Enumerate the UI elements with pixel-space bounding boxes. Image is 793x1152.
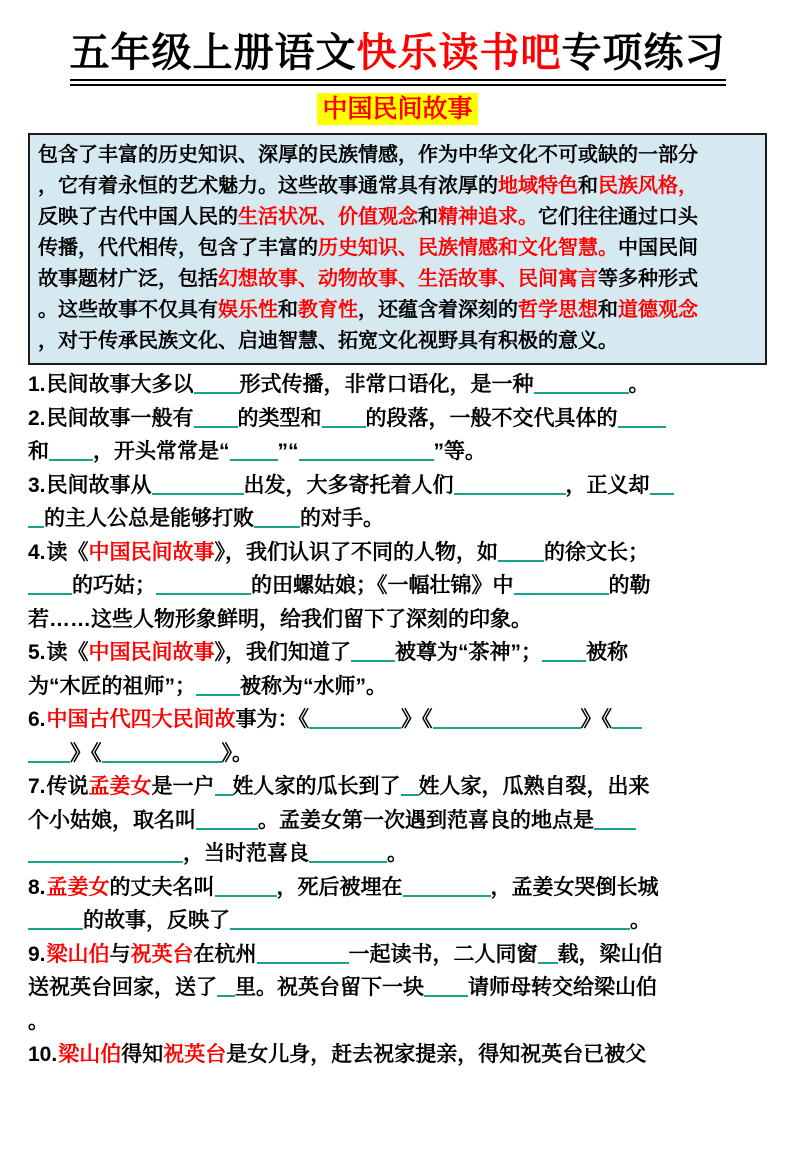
text-segment: 民族风格， [598,175,698,197]
text-segment: 和 [598,299,618,321]
text-segment: 地域特色 [498,175,578,197]
intro-line [38,295,757,326]
text-segment: 的故事，反映了 [83,909,230,932]
question-number: 5. [28,641,46,664]
question-line [28,569,767,603]
text-segment: 和 [578,175,598,197]
answer-blank [612,708,642,729]
text-segment: 孟姜女 [88,775,152,798]
subtitle-row [28,93,767,125]
answer-blank [215,876,277,897]
answer-blank [102,742,222,763]
text-segment: 祝英台 [130,942,194,966]
answer-blank [28,507,44,528]
text-segment: 与 [109,942,131,966]
text-segment: 的段落，一般不交代具体的 [365,406,618,430]
question-line [28,469,767,503]
answer-blank [618,407,666,428]
question-number: 9. [28,942,46,966]
text-segment: ，开头常常是“ [93,440,230,463]
answer-blank [351,641,395,662]
text-segment: 民间故事大多以 [46,373,194,396]
answer-blank [454,474,566,495]
page-title [28,30,767,86]
answer-blank [152,474,244,495]
text-segment: ，当时范喜良 [183,842,309,865]
answer-blank [217,976,235,997]
text-segment: 事为：《 [235,708,310,731]
text-segment: 》。 [221,741,253,765]
question-line [28,837,767,871]
answer-blank [309,708,401,729]
text-segment: 出发，大多寄托着人们 [243,473,454,497]
answer-blank [196,809,258,830]
answer-blank [498,541,544,562]
text-segment: 形式传播，非常口语化，是一种 [239,373,534,396]
answer-blank [424,976,468,997]
text-segment: 在杭州 [193,942,257,966]
text-segment: 幻想故事、动物故事、生活故事、民间寓言 [218,268,598,290]
text-segment: 中国民间故事 [88,540,215,564]
text-segment: 》《 [580,708,613,731]
text-segment: 哲学思想 [518,299,598,321]
text-segment: ，还蕴含着深刻的 [358,299,518,321]
question-line [28,636,767,670]
text-segment: 的徐文长； [544,540,650,564]
text-segment: 的田螺姑娘；《一幅壮锦》中 [251,574,514,597]
text-segment: 的勒 [608,574,651,597]
answer-blank [433,708,581,729]
text-segment: 它们往往通过口头 [538,206,698,228]
text-segment: 和 [28,440,49,463]
text-segment: ，正义却 [565,473,650,497]
question-line [28,502,767,536]
text-segment: 读《 [46,540,89,564]
page-title-underlined [70,30,726,86]
text-segment: 中国民间故事 [88,641,215,664]
answer-blank [49,440,93,461]
text-segment: 一起读书，二人同窗 [348,942,538,966]
text-segment: 。孟姜女第一次遇到范喜良的地点是 [258,808,594,832]
question-line [28,804,767,838]
text-segment: 若……这些人物形象鲜明，给我们留下了深刻的印象。 [28,607,532,631]
answer-blank [309,842,387,863]
answer-blank [196,675,240,696]
worksheet-page [0,30,793,1072]
question-line [28,536,767,570]
answer-blank [194,407,238,428]
question-number: 1. [28,373,46,396]
text-segment: 。 [387,842,408,865]
text-segment: 的对手。 [300,507,384,530]
answer-blank [28,842,183,863]
text-segment: 民间故事从 [46,473,152,497]
answer-blank [28,742,70,763]
text-segment: 送祝英台回家，送了 [28,976,217,999]
text-segment: ，孟姜女哭倒长城 [490,875,659,899]
question-number: 3. [28,473,46,497]
text-segment: ，对于传承民族文化、启迪智慧、拓宽文化视野具有积极的意义。 [38,330,618,352]
subtitle-badge: 中国民间故事 [317,93,477,125]
text-segment: 传说 [46,775,89,798]
question-line [28,435,767,469]
text-segment: ”等。 [433,440,486,463]
text-segment: 个小姑娘，取名叫 [28,808,196,832]
answer-blank [650,474,674,495]
text-segment: 》，我们认识了不同的人物，如 [214,540,499,564]
text-segment: 》《 [70,741,102,765]
title-part-highlight: 快乐读书吧 [356,29,562,76]
question-number: 10. [28,1043,58,1066]
text-segment: 读《 [46,641,89,664]
question-line [28,904,767,938]
text-segment: 被称为“水师”。 [240,674,387,698]
text-segment: 包含了丰富的历史知识、深厚的民族情感，作为中华文化不可或缺的一部分 [38,144,698,166]
question-line [28,670,767,704]
answer-blank [215,775,233,796]
text-segment: 传播，代代相传，包含了丰富的 [38,237,318,259]
text-segment: 》《 [401,708,433,731]
text-segment: 。 [628,373,650,396]
text-segment: 和 [418,206,438,228]
text-segment: 姓人家，瓜熟自裂，出来 [418,775,650,798]
text-segment: ，它有着永恒的艺术魅力。这些故事通常具有浓厚的 [38,175,498,197]
text-segment: 教育性 [298,299,358,321]
question-line [28,737,767,771]
text-segment: 历史知识、民族情感和文化智慧。 [318,237,618,259]
answer-blank [28,574,72,595]
text-segment: 。 [28,1009,49,1033]
question-line [28,603,767,637]
text-segment: 为“木匠的祖师”； [28,674,196,698]
question-line [28,368,767,402]
text-segment: 和 [278,299,298,321]
intro-line [38,140,757,171]
answer-blank [299,440,434,461]
text-segment: 祝英台 [163,1043,227,1066]
text-segment: 。这些故事不仅具有 [38,299,218,321]
answer-blank [403,876,491,897]
text-segment: 民间故事一般有 [46,406,194,430]
text-segment: 的类型和 [237,406,322,430]
answer-blank [401,775,419,796]
intro-line [38,233,757,264]
question-line [28,1038,767,1072]
text-segment: 载，梁山伯 [557,942,663,966]
answer-blank [194,373,240,394]
answer-blank [254,507,300,528]
question-line [28,938,767,972]
text-segment: 精神追求。 [438,206,538,228]
text-segment: 请师母转交给梁山伯 [468,976,657,999]
question-number: 2. [28,406,46,430]
question-list [28,368,767,1072]
text-segment: 的主人公总是能够打败 [44,507,254,530]
text-segment: 》，我们知道了 [214,641,352,664]
text-segment: 得知 [121,1043,164,1066]
text-segment: ”“ [277,440,299,463]
text-segment: 的巧姑； [72,574,156,597]
answer-blank [542,641,586,662]
text-segment: 里。祝英台留下一块 [235,976,424,999]
text-segment: 等多种形式 [598,268,698,290]
answer-blank [514,574,609,595]
answer-blank [28,909,83,930]
text-segment: 被尊为“茶神”； [395,641,543,664]
text-segment: 娱乐性 [218,299,278,321]
answer-blank [594,809,636,830]
answer-blank [230,909,630,930]
question-number: 8. [28,875,46,899]
title-part-suffix: 专项练习 [561,29,726,76]
text-segment: 的丈夫名叫 [109,875,215,899]
text-segment: ，死后被埋在 [276,875,403,899]
text-segment: 中国民间 [618,237,698,259]
text-segment: 是一户 [151,775,215,798]
intro-line [38,326,757,357]
text-segment: 是女儿身，赶去祝家提亲，得知祝英台已被父 [226,1043,647,1066]
intro-line [38,202,757,233]
text-segment: 反映了古代中国人民的 [38,206,238,228]
answer-blank [534,373,629,394]
text-segment: 中国古代四大民间故 [46,708,236,731]
question-line [28,770,767,804]
answer-blank [156,574,251,595]
answer-blank [538,943,558,964]
question-number: 6. [28,708,46,731]
intro-line [38,171,757,202]
answer-blank [322,407,366,428]
question-line [28,703,767,737]
text-segment: 被称 [586,641,629,664]
text-segment: 梁山伯 [58,1043,122,1066]
answer-blank [230,440,278,461]
text-segment: 孟姜女 [46,875,110,899]
text-segment: 。 [630,909,651,932]
text-segment: 故事题材广泛，包括 [38,268,218,290]
text-segment: 道德观念 [618,299,698,321]
title-part-grade: 五年级上册语文 [69,29,357,76]
question-line [28,402,767,436]
question-line [28,871,767,905]
question-line [28,1005,767,1039]
text-segment: 梁山伯 [46,942,110,966]
intro-box [28,133,767,365]
text-segment: 生活状况、价值观念 [238,206,418,228]
question-number: 7. [28,775,46,798]
question-line [28,971,767,1005]
intro-line [38,264,757,295]
question-number: 4. [28,540,46,564]
text-segment: 姓人家的瓜长到了 [232,775,401,798]
answer-blank [257,943,349,964]
